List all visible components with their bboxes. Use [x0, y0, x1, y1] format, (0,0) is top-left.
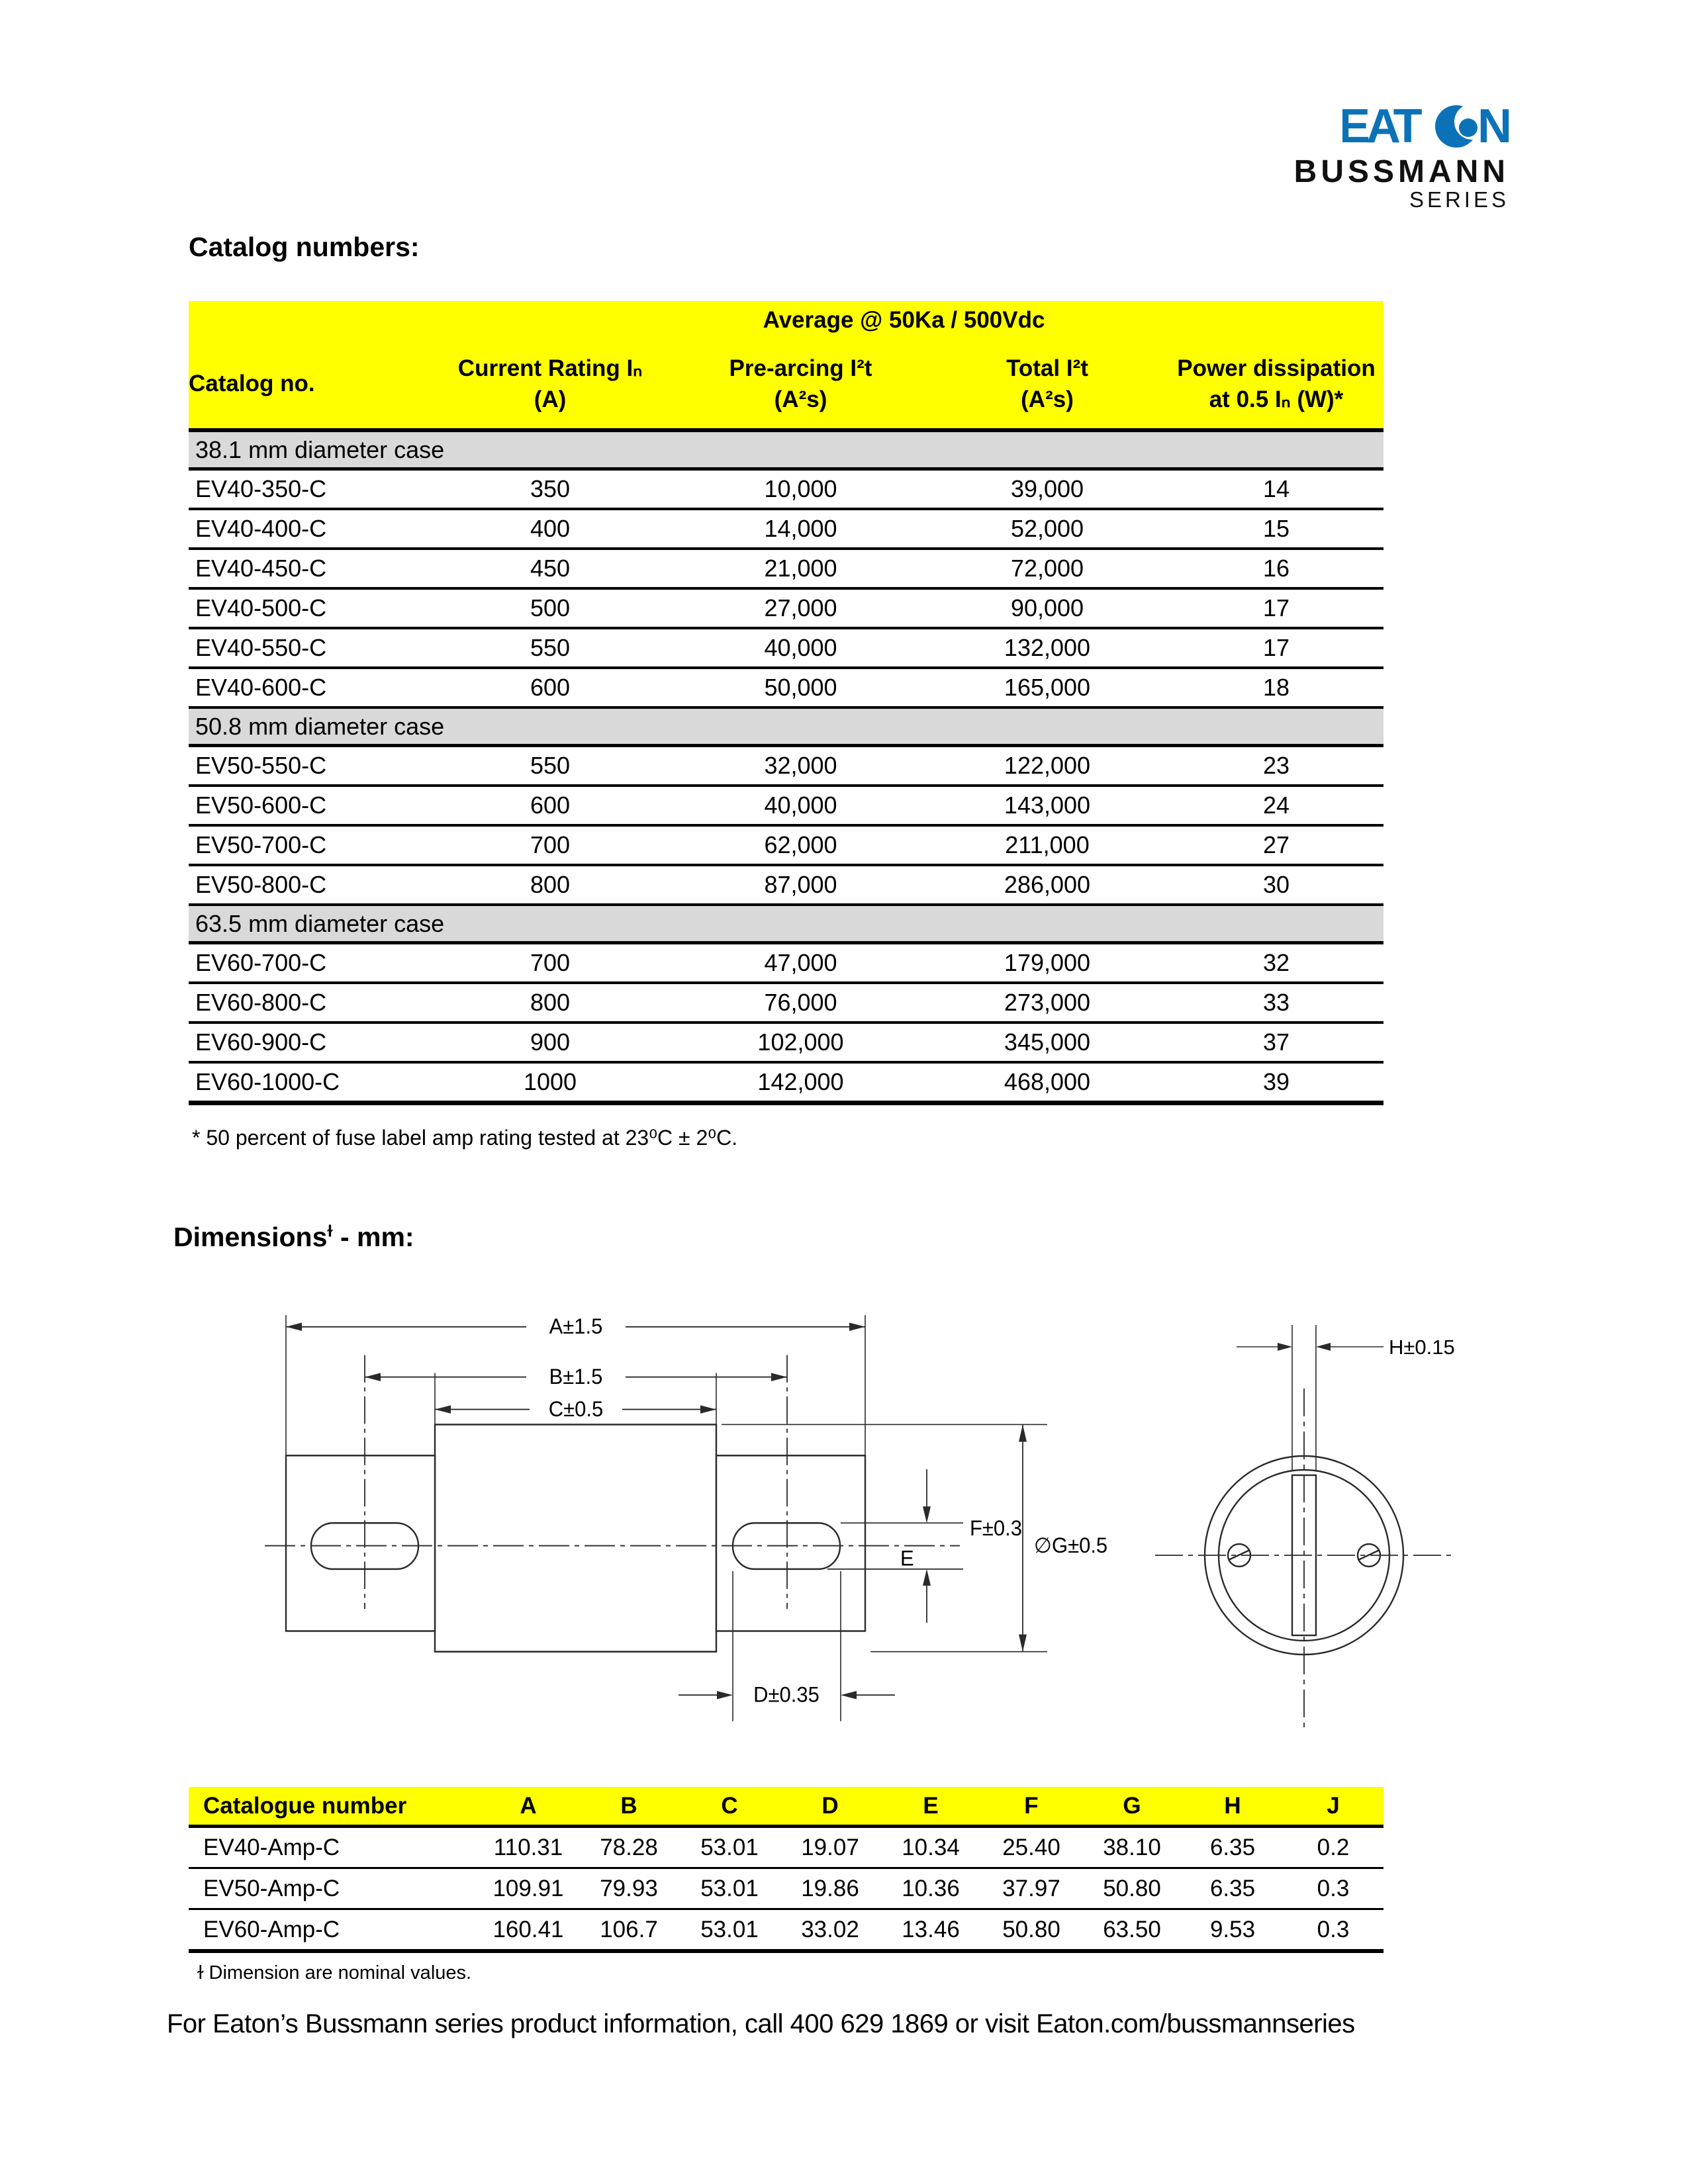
- catalog-table-wrapper: [189, 301, 1383, 1105]
- prearcing-cell: 76,000: [676, 983, 925, 1023]
- dim-label-d: D±0.35: [753, 1682, 820, 1707]
- dim-cell: 160.41: [478, 1909, 579, 1952]
- dim-label-e: E: [900, 1546, 914, 1570]
- dim-cell: 33.02: [780, 1909, 880, 1952]
- prearcing-cell: 62,000: [676, 825, 925, 865]
- dimensions-heading-sup: ɫ: [327, 1222, 333, 1241]
- column-header-f: F: [981, 1787, 1082, 1827]
- spacer-cell: [189, 301, 424, 340]
- dimensions-heading-tail: - mm:: [332, 1222, 414, 1252]
- arrowhead-icon: [841, 1691, 857, 1699]
- dim-cell: 25.40: [981, 1827, 1082, 1868]
- dim-cell: 10.36: [880, 1868, 981, 1909]
- section-band-63mm: [189, 905, 1383, 943]
- prearcing-cell: 40,000: [676, 786, 925, 825]
- table-row: [189, 549, 1383, 588]
- total-cell: 143,000: [925, 786, 1169, 825]
- eaton-logo-text-right: N: [1477, 105, 1509, 148]
- prearcing-cell: 32,000: [676, 746, 925, 786]
- arrowhead-icon: [435, 1405, 451, 1413]
- arrowhead-icon: [365, 1373, 381, 1381]
- header-line: at 0.5 Iₙ (W)*: [1209, 387, 1344, 412]
- section-band-label: 63.5 mm diameter case: [189, 905, 1383, 943]
- table-row: [189, 588, 1383, 628]
- power-cell: 27: [1169, 825, 1383, 865]
- current-cell: 600: [424, 668, 676, 707]
- table-row: [189, 983, 1383, 1023]
- dim-cell: 0.2: [1283, 1827, 1383, 1868]
- header-line: Power dissipation: [1177, 355, 1376, 381]
- catalogue-number-cell: EV50-Amp-C: [189, 1868, 478, 1909]
- catalog-no-cell: EV50-800-C: [189, 865, 424, 905]
- dim-cell: 0.3: [1283, 1868, 1383, 1909]
- catalog-no-cell: EV40-400-C: [189, 509, 424, 549]
- table-row: [189, 1827, 1383, 1868]
- dim-cell: 50.80: [1082, 1868, 1182, 1909]
- power-cell: 15: [1169, 509, 1383, 549]
- dim-cell: 110.31: [478, 1827, 579, 1868]
- current-cell: 550: [424, 628, 676, 668]
- header-line: Current Rating Iₙ: [457, 355, 643, 381]
- current-cell: 700: [424, 943, 676, 983]
- power-cell: 18: [1169, 668, 1383, 707]
- column-header-prearcing: [676, 340, 925, 430]
- total-cell: 72,000: [925, 549, 1169, 588]
- dimensions-heading-main: Dimensions: [173, 1222, 328, 1252]
- total-cell: 179,000: [925, 943, 1169, 983]
- catalog-numbers-heading: Catalog numbers:: [189, 232, 420, 262]
- arrowhead-icon: [923, 1506, 931, 1523]
- dimensions-heading: [173, 1222, 414, 1253]
- table-row: [189, 1062, 1383, 1103]
- power-cell: 30: [1169, 865, 1383, 905]
- catalogue-number-cell: EV40-Amp-C: [189, 1827, 478, 1868]
- catalog-no-cell: EV60-700-C: [189, 943, 424, 983]
- column-header-current-rating: [424, 340, 676, 430]
- prearcing-cell: 10,000: [676, 469, 925, 510]
- arrowhead-icon: [700, 1405, 716, 1413]
- table-row: [189, 668, 1383, 707]
- dimensions-footnote: ɫ Dimension are nominal values.: [197, 1962, 472, 1983]
- average-span-header: Average @ 50Ka / 500Vdc: [424, 301, 1383, 340]
- dim-cell: 37.97: [981, 1868, 1082, 1909]
- table-row: [189, 1868, 1383, 1909]
- total-cell: 52,000: [925, 509, 1169, 549]
- current-cell: 900: [424, 1023, 676, 1062]
- dim-cell: 50.80: [981, 1909, 1082, 1952]
- arrowhead-icon: [923, 1569, 931, 1586]
- arrowhead-icon: [717, 1691, 733, 1699]
- dim-cell: 13.46: [880, 1909, 981, 1952]
- catalog-no-cell: EV60-800-C: [189, 983, 424, 1023]
- current-cell: 350: [424, 469, 676, 510]
- catalog-footnote: * 50 percent of fuse label amp rating tested at 23⁰C ± 2⁰C.: [192, 1126, 738, 1150]
- arrowhead-icon: [849, 1323, 865, 1331]
- dim-cell: 53.01: [679, 1827, 780, 1868]
- column-header-g: G: [1082, 1787, 1182, 1827]
- dimensions-table-header-row: [189, 1787, 1383, 1827]
- column-header-j: J: [1283, 1787, 1383, 1827]
- footer-contact-line: For Eaton’s Bussmann series product information, call 400 629 1869 or visit Eaton.com/bussmannseries: [167, 2009, 1355, 2038]
- power-cell: 33: [1169, 983, 1383, 1023]
- dim-label-c: C±0.5: [548, 1396, 604, 1422]
- total-cell: 90,000: [925, 588, 1169, 628]
- column-header-a: A: [478, 1787, 579, 1827]
- arrowhead-icon: [286, 1323, 302, 1331]
- power-cell: 23: [1169, 746, 1383, 786]
- power-cell: 37: [1169, 1023, 1383, 1062]
- section-band-label: 38.1 mm diameter case: [189, 430, 1383, 469]
- fuse-end-view-drawing: [1119, 1291, 1489, 1754]
- header-line: (A): [534, 387, 567, 412]
- table-row: [189, 865, 1383, 905]
- eaton-logo-text-left: EAT: [1342, 105, 1419, 148]
- catalog-no-cell: EV50-600-C: [189, 786, 424, 825]
- current-cell: 1000: [424, 1062, 676, 1103]
- current-cell: 700: [424, 825, 676, 865]
- dim-cell: 9.53: [1182, 1909, 1283, 1952]
- arrowhead-icon: [771, 1373, 787, 1381]
- dim-label-g: ∅G±0.5: [1034, 1533, 1108, 1558]
- section-band-50mm: [189, 707, 1383, 746]
- dim-cell: 79.93: [579, 1868, 679, 1909]
- prearcing-cell: 102,000: [676, 1023, 925, 1062]
- power-cell: 17: [1169, 588, 1383, 628]
- catalog-no-cell: EV60-900-C: [189, 1023, 424, 1062]
- power-cell: 14: [1169, 469, 1383, 510]
- catalog-no-cell: EV40-500-C: [189, 588, 424, 628]
- prearcing-cell: 21,000: [676, 549, 925, 588]
- table-row: [189, 1023, 1383, 1062]
- catalog-no-cell: EV40-450-C: [189, 549, 424, 588]
- dim-cell: 53.01: [679, 1868, 780, 1909]
- header-line: Total I²t: [1006, 355, 1088, 381]
- table-row: [189, 628, 1383, 668]
- prearcing-cell: 40,000: [676, 628, 925, 668]
- dimensions-table: [189, 1787, 1383, 1953]
- power-cell: 32: [1169, 943, 1383, 983]
- current-cell: 800: [424, 983, 676, 1023]
- table-row: [189, 469, 1383, 510]
- power-cell: 39: [1169, 1062, 1383, 1103]
- dim-cell: 19.86: [780, 1868, 880, 1909]
- section-band-38mm: [189, 430, 1383, 469]
- prearcing-cell: 142,000: [676, 1062, 925, 1103]
- arrowhead-icon: [1316, 1343, 1331, 1351]
- dim-label-f: F±0.3: [970, 1516, 1023, 1541]
- fuse-body-outline: [435, 1424, 716, 1651]
- series-wordmark: SERIES: [1409, 187, 1509, 212]
- current-cell: 600: [424, 786, 676, 825]
- catalog-no-cell: EV40-350-C: [189, 469, 424, 510]
- dimensions-table-wrapper: [189, 1787, 1383, 1953]
- power-cell: 16: [1169, 549, 1383, 588]
- dim-cell: 0.3: [1283, 1909, 1383, 1952]
- current-cell: 500: [424, 588, 676, 628]
- catalog-table-span-header-row: [189, 301, 1383, 340]
- table-row: [189, 1909, 1383, 1952]
- table-row: [189, 825, 1383, 865]
- arrowhead-icon: [1278, 1343, 1292, 1351]
- dim-cell: 109.91: [478, 1868, 579, 1909]
- dim-label-a: A±1.5: [549, 1314, 603, 1339]
- total-cell: 39,000: [925, 469, 1169, 510]
- catalog-table-header-row: [189, 340, 1383, 430]
- dim-label-h: H±0.15: [1389, 1336, 1455, 1359]
- total-cell: 122,000: [925, 746, 1169, 786]
- header-line: Pre-arcing I²t: [729, 355, 872, 381]
- eaton-logo-o-dot: [1459, 118, 1477, 137]
- current-cell: 550: [424, 746, 676, 786]
- catalogue-number-cell: EV60-Amp-C: [189, 1909, 478, 1952]
- table-row: [189, 943, 1383, 983]
- column-header-b: B: [579, 1787, 679, 1827]
- table-row: [189, 786, 1383, 825]
- arrowhead-icon: [1019, 1635, 1027, 1652]
- catalog-table: [189, 301, 1383, 1105]
- section-band-label: 50.8 mm diameter case: [189, 707, 1383, 746]
- fuse-right-cap-outline: [716, 1455, 865, 1631]
- catalog-no-cell: EV60-1000-C: [189, 1062, 424, 1103]
- dim-cell: 78.28: [579, 1827, 679, 1868]
- eaton-logo-icon: [1342, 105, 1509, 148]
- dim-label-b: B±1.5: [549, 1364, 603, 1389]
- total-cell: 211,000: [925, 825, 1169, 865]
- dim-cell: 6.35: [1182, 1868, 1283, 1909]
- brand-logo: [1291, 105, 1509, 210]
- catalog-no-cell: EV50-700-C: [189, 825, 424, 865]
- total-cell: 132,000: [925, 628, 1169, 668]
- prearcing-cell: 87,000: [676, 865, 925, 905]
- dim-cell: 19.07: [780, 1827, 880, 1868]
- dim-cell: 53.01: [679, 1909, 780, 1952]
- column-header-e: E: [880, 1787, 981, 1827]
- table-row: [189, 746, 1383, 786]
- header-line: (A²s): [774, 387, 827, 412]
- total-cell: 273,000: [925, 983, 1169, 1023]
- total-cell: 165,000: [925, 668, 1169, 707]
- prearcing-cell: 50,000: [676, 668, 925, 707]
- table-row: [189, 509, 1383, 549]
- prearcing-cell: 14,000: [676, 509, 925, 549]
- dim-cell: 10.34: [880, 1827, 981, 1868]
- power-cell: 24: [1169, 786, 1383, 825]
- catalog-no-cell: EV40-550-C: [189, 628, 424, 668]
- dim-cell: 63.50: [1082, 1909, 1182, 1952]
- arrowhead-icon: [1019, 1424, 1027, 1441]
- dim-cell: 38.10: [1082, 1827, 1182, 1868]
- total-cell: 345,000: [925, 1023, 1169, 1062]
- catalog-no-cell: EV40-600-C: [189, 668, 424, 707]
- column-header-h: H: [1182, 1787, 1283, 1827]
- fuse-left-cap-outline: [286, 1455, 435, 1631]
- current-cell: 800: [424, 865, 676, 905]
- column-header-total-i2t: [925, 340, 1169, 430]
- fuse-side-view-drawing: [245, 1296, 1125, 1812]
- catalog-no-cell: EV50-550-C: [189, 746, 424, 786]
- column-header-c: C: [679, 1787, 780, 1827]
- dim-cell: 6.35: [1182, 1827, 1283, 1868]
- prearcing-cell: 27,000: [676, 588, 925, 628]
- header-line: (A²s): [1021, 387, 1074, 412]
- column-header-catalog-no: Catalog no.: [189, 340, 424, 430]
- column-header-power-dissipation: [1169, 340, 1383, 430]
- current-cell: 450: [424, 549, 676, 588]
- column-header-catalogue-number: Catalogue number: [189, 1787, 478, 1827]
- bussmann-wordmark: BUSSMANN: [1293, 154, 1509, 189]
- power-cell: 17: [1169, 628, 1383, 668]
- total-cell: 468,000: [925, 1062, 1169, 1103]
- column-header-d: D: [780, 1787, 880, 1827]
- current-cell: 400: [424, 509, 676, 549]
- dim-cell: 106.7: [579, 1909, 679, 1952]
- total-cell: 286,000: [925, 865, 1169, 905]
- prearcing-cell: 47,000: [676, 943, 925, 983]
